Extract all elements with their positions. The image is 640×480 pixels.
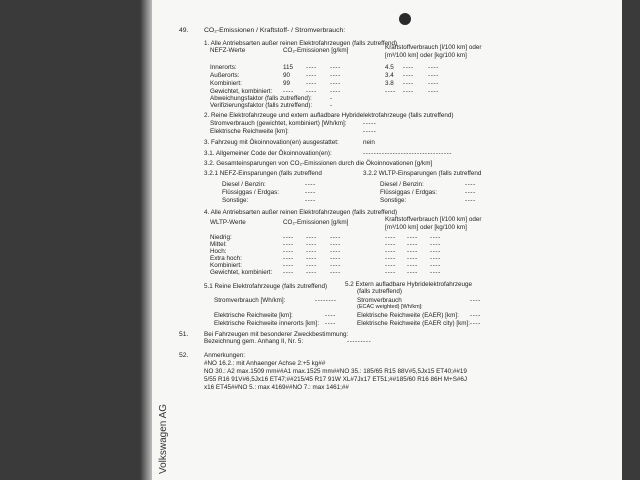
section-52-number: 52. <box>179 352 189 359</box>
r-er-value: ---- <box>470 312 481 319</box>
reichweite-label: Elektrische Reichweite [km]: <box>210 128 289 135</box>
row-dash: ---- <box>403 64 414 71</box>
row-fuel: ---- <box>385 88 396 95</box>
row-dash: ---- <box>283 234 294 241</box>
row-dash: ---- <box>430 262 441 269</box>
r-sv-value: ---- <box>470 297 481 304</box>
verifizierungsfaktor-value: - <box>330 102 333 109</box>
row-dash: ---- <box>330 72 341 79</box>
para-5-1: 5.1 Reine Elektrofahrzeuge (falls zutreffend) <box>204 283 328 290</box>
row-label: Kombiniert: <box>210 80 242 87</box>
section-49-number: 49. <box>179 27 189 34</box>
row-dash: ---- <box>403 88 414 95</box>
row-dash: ---- <box>330 234 341 241</box>
row-dash: ---- <box>430 269 441 276</box>
para-1: 1. Alle Antriebsarten außer reinen Elektrofahrzeugen (falls zutreffend) <box>204 40 398 47</box>
row-fuel: 4.5 <box>385 64 394 71</box>
fuel-value: ---- <box>465 189 476 196</box>
stromverbrauch-value: ----- <box>363 120 377 127</box>
anmerkungen-line-2: NO 30.: A2 max.1509 mm##A1 max.1525 mm##NO 35.: 185/65 R15 88V#5,5Jx15 ET40;##19 <box>204 368 467 375</box>
row-dash: ---- <box>283 269 294 276</box>
fuel-label: Flüssiggas / Erdgas: <box>380 189 438 196</box>
para-2: 2. Reine Elektrofahrzeuge und extern aufladbare Hybridelektrofahrzeuge (falls zutreffend) <box>204 112 454 119</box>
row-dash: ---- <box>385 248 396 255</box>
row-label: Innerorts: <box>210 64 237 71</box>
row-dash: ---- <box>407 269 418 276</box>
anmerkungen-line-1: #NO 16.2.: mit Anhaenger Achse 2:+5 kg## <box>204 360 326 367</box>
er-label: Elektrische Reichweite [km]: <box>214 312 293 319</box>
row-dash: ---- <box>385 234 396 241</box>
row-dash: ---- <box>330 80 341 87</box>
wltp-fuel-header-1: Kraftstoffverbrauch [l/100 km] oder <box>385 216 482 223</box>
section-51-line-1: Bei Fahrzeugen mit besonderer Zweckbestimmung: <box>204 331 349 338</box>
row-fuel: 3.4 <box>385 72 394 79</box>
wltp-header: WLTP-Werte <box>210 219 246 226</box>
row-label: Mittel: <box>210 241 227 248</box>
row-dash: ---- <box>385 269 396 276</box>
r-eri-label: Elektrische Reichweite (EAER city) [km]: <box>357 320 471 327</box>
anmerkungen-line-4: x16 ET45##NO 5.: max 4169##NO 7.: max 1461;## <box>204 384 349 391</box>
row-dash: ---- <box>306 88 317 95</box>
sv-value: -------- <box>315 297 337 304</box>
row-label: Kombiniert: <box>210 262 242 269</box>
page-edge-shadow <box>140 0 152 480</box>
r-sv-label: Stromverbrauch <box>357 297 402 304</box>
fuel-label: Diesel / Benzin: <box>222 181 266 188</box>
row-dash: ---- <box>330 241 341 248</box>
row-dash: ---- <box>283 255 294 262</box>
row-dash: ---- <box>385 255 396 262</box>
anmerkungen-title: Anmerkungen: <box>204 352 245 359</box>
para-3-2: 3.2. Gesamteinsparungen von CO₂-Emissionen durch die Ökoinnovationen [g/km] <box>204 160 433 167</box>
row-dash: ---- <box>306 64 317 71</box>
para-3-2-1: 3.2.1 NEFZ-Einsparungen (falls zutreffend <box>204 170 322 177</box>
row-dash: ---- <box>330 255 341 262</box>
abweichungsfaktor-label: Abweichungsfaktor (falls zutreffend): <box>210 95 312 102</box>
row-co2: 90 <box>283 72 291 79</box>
oekoinnovation-value: nein <box>363 139 375 146</box>
row-dash: ---- <box>403 80 414 87</box>
para-5-2-a: 5.2 Extern aufladbare Hybridelektrofahrzeuge <box>345 281 473 288</box>
co2-header: CO₂-Emissionen [g/km] <box>283 47 349 54</box>
row-dash: ---- <box>330 64 341 71</box>
row-dash: ---- <box>430 241 441 248</box>
r-er-label: Elektrische Reichweite (EAER) [km]: <box>357 312 459 319</box>
row-dash: ---- <box>385 241 396 248</box>
row-co2: 115 <box>283 64 294 71</box>
row-dash: ---- <box>428 88 439 95</box>
row-dash: ---- <box>403 72 414 79</box>
row-dash: ---- <box>407 241 418 248</box>
row-dash: ---- <box>330 248 341 255</box>
row-dash: ---- <box>430 255 441 262</box>
para-3: 3. Fahrzeug mit Ökoinnovation(en) ausgestattet: <box>204 139 339 146</box>
fuel-header-2: [m³/100 km] oder [kg/100 km] <box>385 52 467 59</box>
row-co2: 99 <box>283 80 291 87</box>
row-label: Außerorts: <box>210 72 240 79</box>
row-dash: ---- <box>306 269 317 276</box>
fuel-value: ---- <box>305 197 316 204</box>
row-dash: ---- <box>385 262 396 269</box>
row-dash: ---- <box>330 269 341 276</box>
row-dash: ---- <box>430 234 441 241</box>
row-dash: ---- <box>283 248 294 255</box>
verifizierungsfaktor-label: Verifizierungsfaktor (falls zutreffend): <box>210 102 313 109</box>
brand-vertical-text: Volkswagen AG <box>158 403 169 474</box>
row-dash: ---- <box>428 72 439 79</box>
row-dash: ---- <box>330 262 341 269</box>
fuel-header-1: Kraftstoffverbrauch [l/100 km] oder <box>385 44 482 51</box>
row-dash: ---- <box>306 234 317 241</box>
row-dash: ---- <box>306 72 317 79</box>
section-51-line-2: Bezeichnung gem. Anhang II, Nr. 5: <box>204 338 304 345</box>
para-3-2-2: 3.2.2 WLTP-Einsparungen (falls zutreffend <box>363 170 482 177</box>
row-dash: ---- <box>283 262 294 269</box>
row-dash: ---- <box>330 88 341 95</box>
row-co2: ---- <box>283 88 294 95</box>
row-dash: ---- <box>306 241 317 248</box>
row-label: Hoch: <box>210 248 227 255</box>
eri-value: ---- <box>325 320 336 327</box>
fuel-label: Sonstige: <box>222 197 249 204</box>
row-dash: ---- <box>407 248 418 255</box>
row-label: Gewichtet, kombiniert: <box>210 88 273 95</box>
row-dash: ---- <box>428 80 439 87</box>
section-51-value: --------- <box>347 338 372 345</box>
fuel-label: Diesel / Benzin: <box>380 181 424 188</box>
para-4: 4. Alle Antriebsarten außer reinen Elektrofahrzeugen (falls zutreffend) <box>204 209 398 216</box>
eri-label: Elektrische Reichweite innerorts [km]: <box>214 320 319 327</box>
punch-hole <box>399 13 411 25</box>
row-dash: ---- <box>407 262 418 269</box>
row-label: Gewichtet, kombiniert: <box>210 269 273 276</box>
er-value: ---- <box>325 312 336 319</box>
row-dash: ---- <box>407 255 418 262</box>
fuel-label: Sonstige: <box>380 197 407 204</box>
anmerkungen-line-3: 5/55 R16 91V#6,5Jx16 ET47;##215/45 R17 91W XL#7Jx17 ET51;##185/60 R16 86H M+S#6J <box>204 376 468 383</box>
section-51-number: 51. <box>179 331 189 338</box>
r-ecac-label: (ECAC weighted) [Wh/km]: <box>357 304 423 310</box>
fuel-label: Flüssiggas / Erdgas: <box>222 189 280 196</box>
row-dash: ---- <box>306 255 317 262</box>
section-49-title: CO₂-Emissionen / Kraftstoff- / Stromverbrauch: <box>204 27 346 34</box>
fuel-value: ---- <box>465 197 476 204</box>
sv-label: Stromverbrauch [Wh/km]: <box>214 297 286 304</box>
para-3-1: 3.1. Allgemeiner Code der Ökoinnovation(en): <box>204 150 332 157</box>
nefz-header: NEFZ-Werte <box>210 47 246 54</box>
wltp-fuel-header-2: [m³/100 km] oder [kg/100 km] <box>385 224 467 231</box>
abweichungsfaktor-value: - <box>330 95 333 102</box>
row-dash: ---- <box>306 80 317 87</box>
para-5-2-b: (falls zutreffend) <box>357 288 403 295</box>
row-dash: ---- <box>407 234 418 241</box>
row-dash: ---- <box>430 248 441 255</box>
fuel-value: ---- <box>305 181 316 188</box>
r-eri-value: ---- <box>470 320 481 327</box>
wltp-co2-header: CO₂-Emissionen [g/km] <box>283 219 349 226</box>
row-fuel: 3.8 <box>385 80 394 87</box>
stromverbrauch-label: Stromverbrauch (gewichtet, kombiniert) [Wh/km]: <box>210 120 347 127</box>
oeko-code-value: --------------------------------- <box>363 150 452 157</box>
row-dash: ---- <box>428 64 439 71</box>
fuel-value: ---- <box>465 181 476 188</box>
row-label: Niedrig: <box>210 234 232 241</box>
reichweite-value: ----- <box>363 128 377 135</box>
row-dash: ---- <box>306 262 317 269</box>
row-dash: ---- <box>283 241 294 248</box>
row-dash: ---- <box>306 248 317 255</box>
row-label: Extra hoch: <box>210 255 242 262</box>
fuel-value: ---- <box>305 189 316 196</box>
